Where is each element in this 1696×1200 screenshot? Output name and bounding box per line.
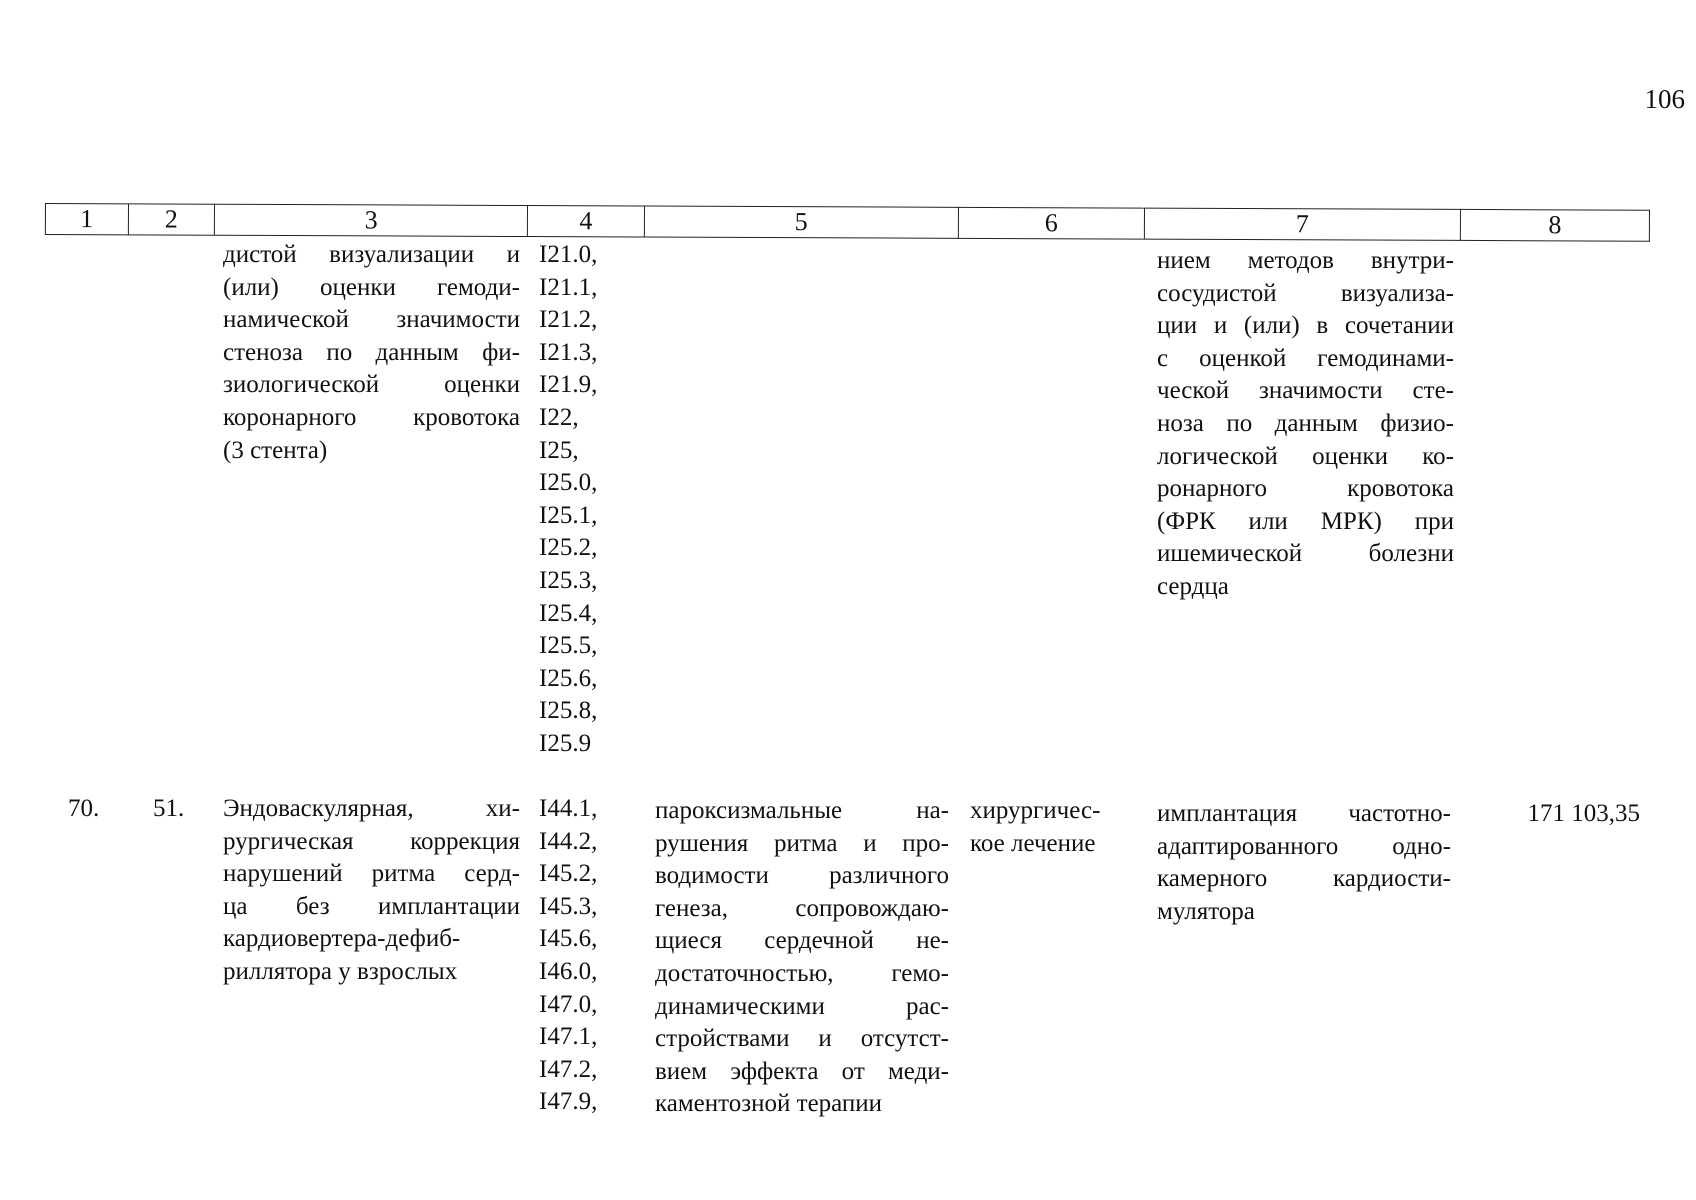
text-line: имплантация частотно-: [1157, 800, 1451, 827]
text-line: достаточностью, гемо-: [655, 959, 949, 987]
text-line: сердца: [1157, 572, 1229, 600]
text-line: I45.2,: [539, 860, 598, 888]
header-cell-7: 7: [1144, 208, 1460, 240]
text-line: I25.5,: [539, 632, 598, 660]
text-line: I47.0,: [539, 990, 598, 1018]
text-line: динамическими рас-: [655, 992, 949, 1020]
text-line: риллятора у взрослых: [223, 957, 458, 985]
text-line: I25.9: [539, 729, 592, 757]
text-line: I25.2,: [539, 534, 598, 562]
text-line: ческой значимости сте-: [1157, 377, 1454, 405]
text-line: (ФРК или МРК) при: [1157, 507, 1454, 535]
text-line: намической значимости: [223, 306, 520, 334]
text-line: I25,: [539, 436, 579, 464]
page-number: 106: [1644, 84, 1685, 114]
header-cell-4: 4: [528, 206, 645, 237]
text-line: I21.1,: [539, 273, 598, 301]
row-1-treatment-method: [1157, 245, 1454, 604]
text-line: (3 стента): [223, 436, 328, 464]
header-cell-6: 6: [958, 207, 1144, 239]
text-line: ции и (или) в сочетании: [1157, 312, 1454, 340]
text-line: I25.1,: [539, 501, 598, 529]
text-line: каментозной терапии: [655, 1090, 883, 1118]
text-line: I21.2,: [539, 306, 598, 334]
text-line: I45.3,: [539, 892, 598, 920]
text-line: хирургичес-: [970, 797, 1101, 824]
text-line: I47.2,: [539, 1055, 598, 1083]
text-line: нием методов внутри-: [1157, 247, 1454, 274]
text-line: зиологической оценки: [223, 371, 520, 399]
text-line: Эндоваскулярная, хи-: [223, 795, 520, 822]
text-line: ишемической болезни: [1157, 540, 1454, 568]
text-line: 70.: [68, 795, 100, 822]
text-line: I47.1,: [539, 1023, 598, 1051]
text-line: адаптированного одно-: [1157, 832, 1451, 860]
text-line: 51.: [153, 795, 185, 822]
header-cell-2: 2: [128, 204, 215, 235]
row-2-cost: [1470, 798, 1640, 831]
header-cell-1: 1: [45, 204, 128, 235]
text-line: камерного кардиости-: [1157, 865, 1451, 893]
row-2-group-number: [153, 793, 213, 826]
text-line: I47.9,: [539, 1088, 598, 1116]
text-line: стеноза по данным фи-: [223, 338, 520, 366]
header-cell-5: 5: [644, 206, 958, 238]
text-line: I44.2,: [539, 827, 598, 855]
row-2-treatment-type: [970, 795, 1120, 860]
text-line: стройствами и отсутст-: [655, 1025, 949, 1053]
text-line: I21.9,: [539, 371, 598, 399]
text-line: нарушений ритма серд-: [223, 860, 520, 888]
text-line: I25.8,: [539, 697, 598, 725]
text-line: водимости различного: [655, 862, 949, 890]
header-cell-3: 3: [214, 204, 527, 236]
text-line: ронарного кровотока: [1157, 475, 1454, 503]
text-line: I25.4,: [539, 599, 598, 627]
text-line: ца без имплантации: [223, 892, 520, 920]
text-line: рургическая коррекция: [223, 827, 520, 855]
column-number-header: [45, 203, 1650, 242]
row-2-patient-model: [655, 795, 949, 1121]
text-line: вием эффекта от меди-: [655, 1057, 949, 1085]
text-line: I46.0,: [539, 957, 598, 985]
row-2-method-description: [223, 793, 520, 989]
text-line: пароксизмальные на-: [655, 797, 949, 824]
text-line: I21.3,: [539, 338, 598, 366]
text-line: I25.0,: [539, 469, 598, 497]
text-line: I22,: [539, 403, 579, 431]
header-cell-8: 8: [1460, 209, 1649, 241]
text-line: сосудистой визуализа-: [1157, 279, 1454, 307]
text-line: 171 103,35: [1527, 800, 1640, 827]
row-1-icd-codes: [539, 239, 639, 761]
text-line: щиеся сердечной не-: [655, 927, 949, 955]
text-line: I44.1,: [539, 795, 598, 822]
header-row: [45, 204, 1649, 242]
row-2-treatment-method: [1157, 798, 1451, 928]
text-line: кое лечение: [970, 829, 1096, 857]
text-line: дистой визуализации и: [223, 241, 520, 268]
text-line: рушения ритма и про-: [655, 829, 949, 857]
text-line: логической оценки ко-: [1157, 442, 1454, 470]
row-2-icd-codes: [539, 793, 639, 1119]
text-line: I21.0,: [539, 241, 598, 268]
text-line: с оценкой гемодинами-: [1157, 344, 1454, 372]
row-1-method-description: [223, 239, 520, 467]
text-line: I45.6,: [539, 925, 598, 953]
text-line: (или) оценки гемоди-: [223, 273, 520, 301]
text-line: ноза по данным физио-: [1157, 409, 1454, 437]
text-line: генеза, сопровождаю-: [655, 894, 949, 922]
row-2-number: [68, 793, 128, 826]
text-line: коронарного кровотока: [223, 403, 520, 431]
text-line: I25.6,: [539, 664, 598, 692]
text-line: мулятора: [1157, 897, 1255, 925]
text-line: I25.3,: [539, 566, 598, 594]
text-line: кардиовертера-дефиб-: [223, 925, 461, 953]
